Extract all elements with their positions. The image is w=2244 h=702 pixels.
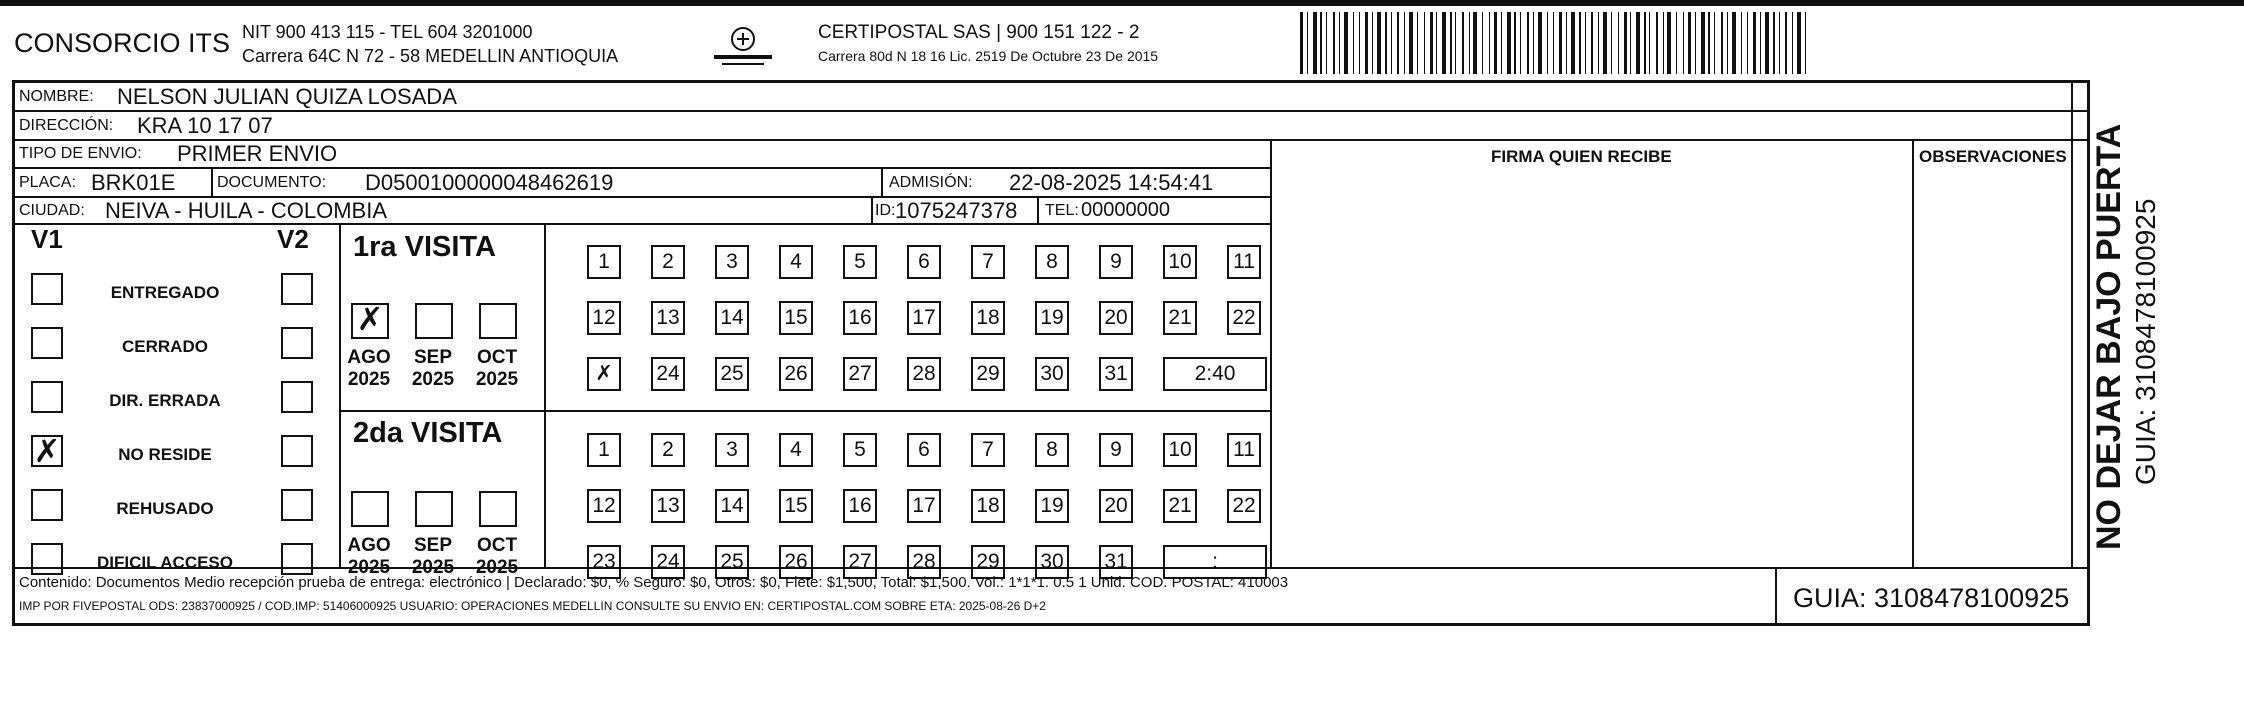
barcode-bar [1663,12,1664,74]
v1-checkbox[interactable] [31,381,63,413]
day-checkbox[interactable]: 16 [843,489,877,523]
month-label: AGO [347,347,391,368]
day-checkbox[interactable]: 19 [1035,489,1069,523]
day-checkbox[interactable]: 6 [907,245,941,279]
top-border [0,0,2244,6]
v2-label: V2 [277,224,309,254]
barcode-bar [1501,12,1502,74]
barcode-bar [1732,12,1736,74]
month-checkbox[interactable] [479,491,517,527]
barcode-bar [1630,12,1631,74]
barcode-bar [1721,12,1723,74]
barcode-bar [1649,12,1650,74]
day-checkbox[interactable]: 3 [715,245,749,279]
brand-name: CONSORCIO ITS [14,28,231,58]
col-divider [339,223,341,567]
col-divider [1912,139,1914,567]
barcode-bar [1333,12,1335,74]
v1-checkbox[interactable] [31,489,63,521]
year-label: 2025 [475,557,519,578]
col-divider [871,196,873,223]
day-checkbox[interactable]: 10 [1163,245,1197,279]
second-visit-title: 2da VISITA [353,417,503,449]
status-label: REHUSADO [116,499,214,518]
barcode-bar [1760,12,1761,74]
barcode-bar [1579,12,1581,74]
barcode-bar [1547,12,1548,74]
month-checkbox[interactable]: ✗ [351,303,389,339]
day-checkbox[interactable]: 24 [651,545,685,579]
day-checkbox[interactable]: 14 [715,489,749,523]
barcode-bar [1404,12,1405,74]
day-checkbox[interactable]: 18 [971,489,1005,523]
day-checkbox[interactable]: 15 [779,489,813,523]
day-checkbox[interactable]: 20 [1099,489,1133,523]
day-checkbox[interactable]: 13 [651,489,685,523]
side-notice: NO DEJAR BAJO PUERTA [2090,123,2128,550]
barcode-bar [1430,12,1433,74]
barcode-bar [1326,12,1327,74]
placa-label: PLACA: [19,174,76,191]
day-checkbox[interactable]: 9 [1099,245,1133,279]
day-checkbox[interactable]: 25 [715,357,749,391]
barcode-bar [1688,12,1691,74]
barcode-bar [1462,12,1464,74]
barcode-bar [1538,12,1542,74]
v2-checkbox[interactable] [281,381,313,413]
day-checkbox[interactable]: 30 [1035,357,1069,391]
barcode-bar [1676,12,1677,74]
barcode-bar [1307,12,1308,74]
barcode-bar [1473,12,1477,74]
barcode-bar [1598,12,1599,74]
barcode-bar [1520,12,1521,74]
day-checkbox[interactable]: 3 [715,433,749,467]
barcode-bar [1618,12,1619,74]
barcode-bar [1611,12,1612,74]
admision-label: ADMISIÓN: [889,174,973,191]
day-checkbox[interactable]: 21 [1163,301,1197,335]
barcode-bar [1397,12,1399,74]
barcode-bar [1359,12,1360,74]
day-checkbox[interactable]: 11 [1227,245,1261,279]
day-checkbox[interactable]: 27 [843,545,877,579]
year-label: 2025 [411,369,455,390]
tipo-envio-value: PRIMER ENVIO [177,141,338,166]
day-checkbox[interactable]: 13 [651,301,685,335]
v2-checkbox[interactable] [281,543,313,575]
id-label: ID: [875,202,896,219]
tipo-envio-label: TIPO DE ENVIO: [19,145,142,162]
guia-number: GUIA: 3108478100925 [1793,583,2070,613]
certipostal-address: Carrera 80d N 18 16 Lic. 2519 De Octubre 23 De 2015 [818,48,1159,64]
year-label: 2025 [347,557,391,578]
barcode-bar [1785,12,1787,74]
barcode-bar [1339,12,1340,74]
month-label: SEP [413,347,453,368]
col-divider [544,223,546,567]
v1-checkbox[interactable] [31,273,63,305]
v2-checkbox[interactable] [281,327,313,359]
barcode-bar [1344,12,1348,74]
day-checkbox[interactable]: 22 [1227,489,1261,523]
year-label: 2025 [411,557,455,578]
day-checkbox[interactable]: 24 [651,357,685,391]
id-value: 1075247378 [895,198,1018,223]
barcode-bar [1779,12,1780,74]
day-checkbox[interactable]: 29 [971,357,1005,391]
day-checkbox[interactable]: 7 [971,433,1005,467]
tel-label: TEL: [1045,202,1079,219]
day-checkbox[interactable]: 25 [715,545,749,579]
row-divider [15,167,1270,169]
status-label: ENTREGADO [110,283,220,302]
col-divider [1775,567,1777,623]
time-box[interactable]: 2:40 [1163,357,1267,391]
day-checkbox[interactable]: ✗ [587,357,621,391]
placa-value: BRK01E [91,170,176,195]
barcode-bar [1455,12,1456,74]
day-checkbox[interactable]: 5 [843,433,877,467]
day-checkbox[interactable]: 28 [907,545,941,579]
barcode-bar [1514,12,1516,74]
day-checkbox[interactable]: 20 [1099,301,1133,335]
footer-content: Contenido: Documentos Medio recepción prueba de entrega: electrónico | Declarado: $0, % Seguro: $0, Otros: $0, Flete: $1,500, Total: $1,500. Vol.: 1*1*1. 0.5 1 Unid. COD. POSTAL: 410003 [19,574,1289,591]
barcode-bar [1636,12,1640,74]
day-checkbox[interactable]: 5 [843,245,877,279]
day-checkbox[interactable]: 9 [1099,433,1133,467]
col-divider [1037,196,1039,223]
barcode-bar [1591,12,1593,74]
documento-value: D0500100000048462619 [365,170,614,195]
barcode-bar [1585,12,1586,74]
visit-divider [339,410,1270,412]
col-divider [881,167,883,196]
barcode-bar [1553,12,1554,74]
barcode-bar [1424,12,1425,74]
day-checkbox[interactable]: 1 [587,433,621,467]
col-divider [1270,139,1272,567]
barcode-bar [1313,12,1317,74]
day-checkbox[interactable]: 8 [1035,433,1069,467]
barcode-bar [1714,12,1715,74]
side-guia: GUIA: 3108478100925 [2130,198,2161,485]
barcode-bar [1385,12,1387,74]
documento-label: DOCUMENTO: [217,174,327,191]
day-checkbox[interactable]: 18 [971,301,1005,335]
v1-checkbox[interactable]: ✗ [31,435,63,467]
ciudad-label: CIUDAD: [19,202,85,219]
day-checkbox[interactable]: 17 [907,301,941,335]
day-checkbox[interactable]: 26 [779,357,813,391]
day-checkbox[interactable]: 28 [907,357,941,391]
month-label: SEP [413,535,453,556]
barcode-bar [1409,12,1413,74]
day-checkbox[interactable]: 4 [779,245,813,279]
barcode-bar [1753,12,1756,74]
certipostal-logo [700,22,786,70]
direccion-value: KRA 10 17 07 [137,113,273,138]
barcode-bar [1494,12,1497,74]
observaciones-header: OBSERVACIONES [1919,147,2067,166]
barcode-bar [1377,12,1381,74]
day-checkbox[interactable]: 12 [587,301,621,335]
barcode-bar [1507,12,1511,74]
nombre-value: NELSON JULIAN QUIZA LOSADA [117,84,457,109]
certipostal-line: CERTIPOSTAL SAS | 900 151 122 - 2 [818,22,1140,43]
barcode-bar [1353,12,1354,74]
barcode-bar [1667,12,1671,74]
day-checkbox[interactable]: 31 [1099,545,1133,579]
month-checkbox[interactable] [351,491,389,527]
day-checkbox[interactable]: 14 [715,301,749,335]
day-checkbox[interactable]: 8 [1035,245,1069,279]
barcode-bar [1603,12,1607,74]
barcode-bar [1683,12,1684,74]
barcode-bar [1644,12,1646,74]
barcode-bar [1469,12,1470,74]
status-label: CERRADO [122,337,208,356]
barcode-bar [1765,12,1769,74]
footer-print-info: IMP POR FIVEPOSTAL ODS: 23837000925 / COD.IMP: 51406000925 USUARIO: OPERACIONES MEDELLIN CONSULTE SU ENVIO EN: CERTIPOSTAL.COM SOBRE ETA: 2025-08-26 D+2 [19,599,1046,613]
barcode [1300,12,1812,74]
barcode-bar [1747,12,1748,74]
barcode-bar [1805,12,1806,74]
day-checkbox[interactable]: 1 [587,245,621,279]
barcode-bar [1489,12,1490,74]
day-checkbox[interactable]: 30 [1035,545,1069,579]
v2-checkbox[interactable] [281,489,313,521]
v1-label: V1 [31,224,63,254]
month-label: OCT [476,535,518,556]
barcode-bar [1365,12,1368,74]
year-label: 2025 [475,369,519,390]
v2-checkbox[interactable] [281,435,313,467]
barcode-bar [1797,12,1801,74]
day-checkbox[interactable]: 23 [587,545,621,579]
barcode-bar [1391,12,1392,74]
barcode-bar [1527,12,1529,74]
barcode-bar [1450,12,1452,74]
day-checkbox[interactable]: 17 [907,489,941,523]
admision-value: 22-08-2025 14:54:41 [1009,170,1214,195]
barcode-bar [1727,12,1728,74]
day-checkbox[interactable]: 2 [651,245,685,279]
ciudad-value: NEIVA - HUILA - COLOMBIA [105,198,387,223]
barcode-bar [1482,12,1483,74]
month-checkbox[interactable] [415,303,453,339]
barcode-bar [1300,12,1303,74]
guide-frame [12,80,2090,626]
day-checkbox[interactable]: 6 [907,433,941,467]
barcode-bar [1559,12,1562,74]
day-checkbox[interactable]: 7 [971,245,1005,279]
status-label: DIR. ERRADA [109,391,221,410]
nombre-label: NOMBRE: [19,88,94,105]
barcode-bar [1708,12,1710,74]
direccion-label: DIRECCIÓN: [19,117,114,134]
day-checkbox[interactable]: 31 [1099,357,1133,391]
barcode-bar [1417,12,1418,74]
day-checkbox[interactable]: 29 [971,545,1005,579]
year-label: 2025 [347,369,391,390]
month-checkbox[interactable] [415,491,453,527]
day-checkbox[interactable]: 21 [1163,489,1197,523]
month-label: AGO [347,535,391,556]
day-checkbox[interactable]: 27 [843,357,877,391]
barcode-bar [1656,12,1658,74]
row-divider [15,110,2087,112]
v1-checkbox[interactable] [31,327,63,359]
barcode-bar [1442,12,1446,74]
month-label: OCT [476,347,518,368]
barcode-bar [1695,12,1696,74]
tel-value: 00000000 [1081,199,1170,221]
day-checkbox[interactable]: 26 [779,545,813,579]
v1-checkbox[interactable] [31,543,63,575]
day-checkbox[interactable]: 19 [1035,301,1069,335]
day-checkbox[interactable]: 11 [1227,433,1261,467]
time-box[interactable]: : [1163,545,1267,579]
first-visit-title: 1ra VISITA [353,231,496,263]
day-checkbox[interactable]: 15 [779,301,813,335]
day-checkbox[interactable]: 2 [651,433,685,467]
barcode-bar [1571,12,1575,74]
month-checkbox[interactable] [479,303,517,339]
barcode-bar [1566,12,1567,74]
day-checkbox[interactable]: 22 [1227,301,1261,335]
v2-checkbox[interactable] [281,273,313,305]
barcode-bar [1773,12,1775,74]
barcode-bar [1320,12,1322,74]
day-checkbox[interactable]: 12 [587,489,621,523]
col-divider [2071,83,2073,569]
status-label: DIFICIL ACCESO [96,553,233,572]
barcode-bar [1436,12,1437,74]
barcode-bar [1533,12,1534,74]
sender-address: Carrera 64C N 72 - 58 MEDELLIN ANTIOQUIA [242,46,619,66]
col-divider [211,167,213,196]
barcode-bar [1792,12,1793,74]
day-checkbox[interactable]: 16 [843,301,877,335]
day-checkbox[interactable]: 4 [779,433,813,467]
barcode-bar [1701,12,1705,74]
barcode-bar [1372,12,1373,74]
firma-header: FIRMA QUIEN RECIBE [1491,147,1672,166]
day-checkbox[interactable]: 10 [1163,433,1197,467]
barcode-bar [1624,12,1627,74]
barcode-bar [1741,12,1742,74]
status-label: NO RESIDE [118,445,212,464]
nit-line: NIT 900 413 115 - TEL 604 3201000 [242,22,533,42]
